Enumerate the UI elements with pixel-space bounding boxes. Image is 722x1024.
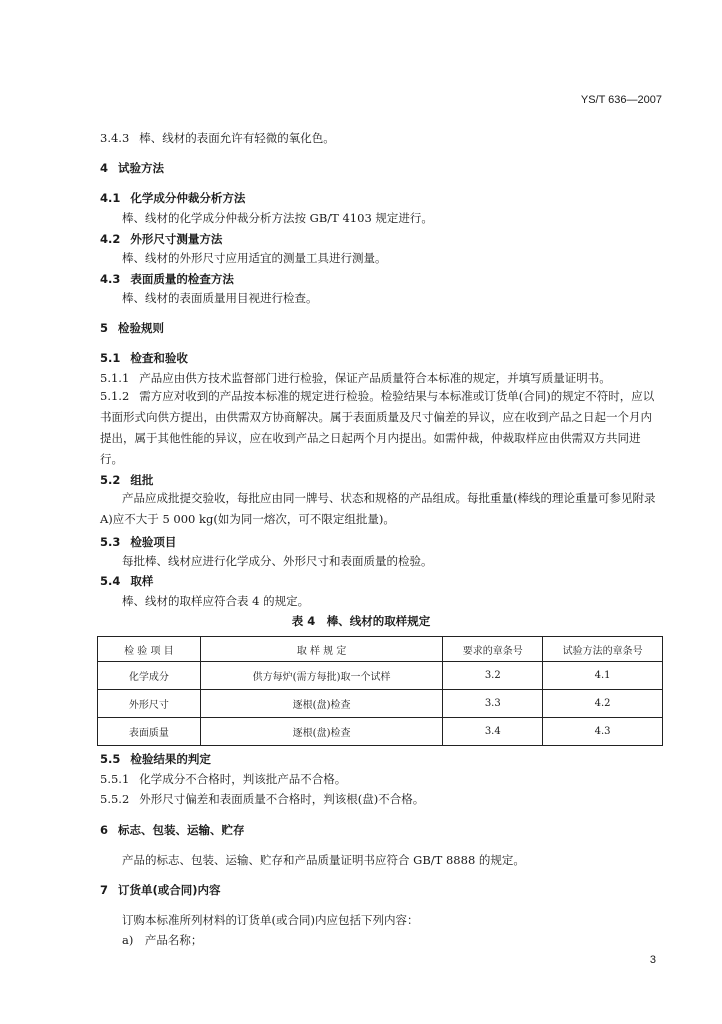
table-cell: 化学成分	[98, 662, 201, 690]
table-row	[98, 690, 663, 718]
table-cell: 3.2	[443, 662, 543, 690]
clause-4-1-body: 棒、线材的化学成分仲裁分析方法按 GB/T 4103 规定进行。	[122, 211, 433, 225]
page-number: 3	[649, 954, 656, 966]
clause-4-1-heading: 4.1 化学成分仲裁分析方法	[100, 191, 246, 205]
table-cell: 供方每炉(需方每批)取一个试样	[200, 662, 443, 690]
clause-5-1-2: 5.1.2 需方应对收到的产品按本标准的规定进行检验。检验结果与本标准或订货单(合同)的规定不符时，应以书面形式向供方提出，由供需双方协商解决。属于表面质量及尺寸偏差的异议，应在收到产品之日起一个月内提出，属于其他性能的异议，应在收到产品之日起两个月内提出。如需仲裁，仲裁取样应由供需双方共同进行。	[100, 389, 655, 466]
sampling-table	[97, 636, 663, 746]
table-header-row	[98, 637, 663, 662]
table-cell: 逐根(盘)检查	[200, 690, 443, 718]
section-6-body: 产品的标志、包装、运输、贮存和产品质量证明书应符合 GB/T 8888 的规定。	[122, 853, 525, 867]
clause-5-1-1: 5.1.1 产品应由供方技术监督部门进行检验，保证产品质量符合本标准的规定，并填写质量证明书。	[100, 371, 611, 385]
table-cell: 4.2	[543, 690, 663, 718]
table-cell: 3.3	[443, 690, 543, 718]
clause-5-2-heading: 5.2 组批	[100, 473, 154, 487]
clause-5-5-heading: 5.5 检验结果的判定	[100, 752, 211, 766]
clause-5-1-heading: 5.1 检查和验收	[100, 351, 188, 365]
section-7-body: 订购本标准所列材料的订货单(或合同)内应包括下列内容：	[122, 913, 419, 927]
clause-4-2-heading: 4.2 外形尺寸测量方法	[100, 232, 223, 246]
clause-5-5-1: 5.5.1 化学成分不合格时，判该批产品不合格。	[100, 772, 347, 786]
table-row	[98, 662, 663, 690]
table-cell: 3.4	[443, 718, 543, 746]
clause-3-4-3: 3.4.3 棒、线材的表面允许有轻微的氧化色。	[100, 131, 335, 145]
section-5-heading: 5 检验规则	[100, 321, 165, 335]
clause-5-4-heading: 5.4 取样	[100, 574, 154, 588]
clause-4-3-body: 棒、线材的表面质量用目视进行检查。	[122, 291, 318, 305]
column-header: 试验方法的章条号	[543, 637, 663, 662]
table-cell: 4.3	[543, 718, 663, 746]
table-row	[98, 718, 663, 746]
clause-4-3-heading: 4.3 表面质量的检查方法	[100, 272, 234, 286]
clause-5-4-body: 棒、线材的取样应符合表 4 的规定。	[122, 594, 310, 608]
list-item-a: a) 产品名称；	[122, 933, 203, 947]
table-cell: 4.1	[543, 662, 663, 690]
clause-4-2-body: 棒、线材的外形尺寸应用适宜的测量工具进行测量。	[122, 251, 387, 265]
column-header: 检 验 项 目	[98, 637, 201, 662]
table-cell: 逐根(盘)检查	[200, 718, 443, 746]
section-7-heading: 7 订货单(或合同)内容	[100, 883, 221, 897]
clause-5-3-heading: 5.3 检验项目	[100, 535, 177, 549]
table-4-caption: 表 4 棒、线材的取样规定	[291, 614, 431, 628]
clause-5-2-body: 产品应成批提交验收，每批应由同一牌号、状态和规格的产品组成。每批重量(棒线的理论重量可参见附录 A)应不大于 5 000 kg(如为同一熔次，可不限定组批量)。	[100, 491, 656, 526]
table-cell: 表面质量	[98, 718, 201, 746]
column-header: 取 样 规 定	[200, 637, 443, 662]
section-6-heading: 6 标志、包装、运输、贮存	[100, 823, 245, 837]
section-4-heading: 4 试验方法	[100, 161, 165, 175]
clause-5-3-body: 每批棒、线材应进行化学成分、外形尺寸和表面质量的检验。	[122, 554, 433, 568]
column-header: 要求的章条号	[443, 637, 543, 662]
standard-code: YS/T 636—2007	[580, 94, 662, 106]
table-cell: 外形尺寸	[98, 690, 201, 718]
clause-5-5-2: 5.5.2 外形尺寸偏差和表面质量不合格时，判该根(盘)不合格。	[100, 792, 425, 806]
